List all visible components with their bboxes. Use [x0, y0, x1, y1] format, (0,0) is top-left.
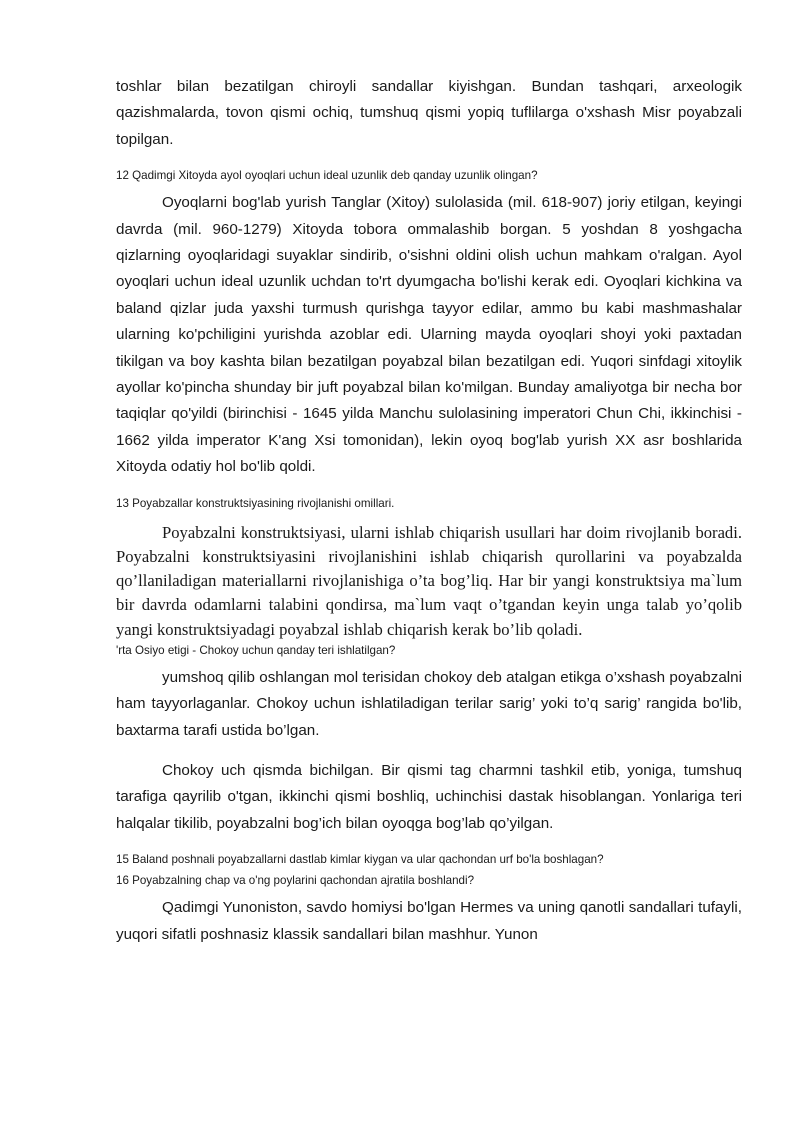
paragraph-construction-development: Poyabzalni konstruktsiyasi, ularni ishlab chiqarish usullari har doim rivojlanib boradi. Poyabzalni konstruktsiyasini rivojlanishini ishlab chiqarish qurollarini va poyabzalda qo’llaniladigan materiallarni rivojlanishiga o’ta bog’liq. Har bir yangi konstruktsiya ma`lum bir davrda odamlarni talabini qondirsa, ma`lum vaqt o’tgandan keyin unga talab yo’qolib yangi konstruktsiyadagi poyabzal ishlab chiqarish kerak bo’lib qoladi. [116, 522, 742, 639]
paragraph-greek-sandals: Qadimgi Yunoniston, savdo homiysi bo'lgan Hermes va uning qanotli sandallari tufayli, yuqori sifatli poshnasiz klassik sandallari bilan mashhur. Yunon [116, 899, 742, 943]
question-16: 16 Poyabzalning chap va o'ng poylarini qachondan ajratila boshlandi? [116, 874, 475, 888]
paragraph-chinese-foot-binding: Oyoqlarni bog'lab yurish Tanglar (Xitoy) sulolasida (mil. 618-907) joriy etilgan, keyingi davrda (mil. 960-1279) Xitoyda tobora ommalashib borgan. 5 yoshdan 8 yoshgacha qizlarning oyoqlaridagi suyaklar sindirib, o'sishni oldini olish uchun mahkam o'ralgan. Ayol oyoqlari uchun ideal uzunlik uchdan to'rt dyumgacha bo'lishi kerak edi. Oyoqlari kichkina va baland qizlar juda yaxshi turmush qurishga tayyor edilar, ammo bu kabi mashmashalar ularning ko'pchiligini yurishda azoblar edi. Ularning mayda oyoqlari shoyi yoki paxtadan tikilgan va boy kashta bilan bezatilgan poyabzal bilan bezatilgan edi. Yuqori sinfdagi xitoylik ayollar ko'pincha shunday bir juft poyabzal bilan ko'milgan. Bunday amaliyotga bir necha bor taqiqlar qo'yildi (birinchisi - 1645 yilda Manchu sulolasining imperatori Chun Chi, ikkinchisi - 1662 yilda imperator K'ang Xsi tomonidan), lekin oyoq bog'lab yurish XX asr boshlarida Xitoyda odatiy hol bo'lib qoldi. [116, 194, 742, 476]
question-12: 12 Qadimgi Xitoyda ayol oyoqlari uchun ideal uzunlik deb qanday uzunlik olingan? [116, 169, 538, 183]
question-13: 13 Poyabzallar konstruktsiyasining rivojlanishi omillari. [116, 496, 395, 510]
question-14: 'rta Osiyo etigi - Chokoy uchun qanday teri ishlatilgan? [116, 643, 396, 657]
question-15: 15 Baland poshnali poyabzallarni dastlab kimlar kiygan va ular qachondan urf bo'la boshlagan? [116, 853, 604, 867]
paragraph-chokoy-leather: yumshoq qilib oshlangan mol terisidan chokoy deb atalgan etikga o’xshash poyabzalni ham tayyorlaganlar. Chokoy uchun ishlatiladigan terilar sarig’ yoki to’q sarig’ rangida bo'lib, baxtarma tarafi ustida bo’lgan. [116, 668, 742, 739]
document-page [116, 74, 742, 948]
paragraph-chokoy-cut: Chokoy uch qismda bichilgan. Bir qismi tag charmni tashkil etib, yoniga, tumshuq tarafiga qayrilib o'tgan, ikkinchi qismi boshliq, uchinchisi dastak hisoblangan. Yonlariga teri halqalar tikilib, poyabzalni bog’ich bilan oyoqga bog’lab qo’yilgan. [116, 761, 742, 832]
paragraph-egyptian-footwear: toshlar bilan bezatilgan chiroyli sandallar kiyishgan. Bundan tashqari, arxeologik qazishmalarda, tovon qismi ochiq, tumshuq qismi yopiq tuflilarga o'xshash Misr poyabzali topilgan. [116, 78, 742, 148]
